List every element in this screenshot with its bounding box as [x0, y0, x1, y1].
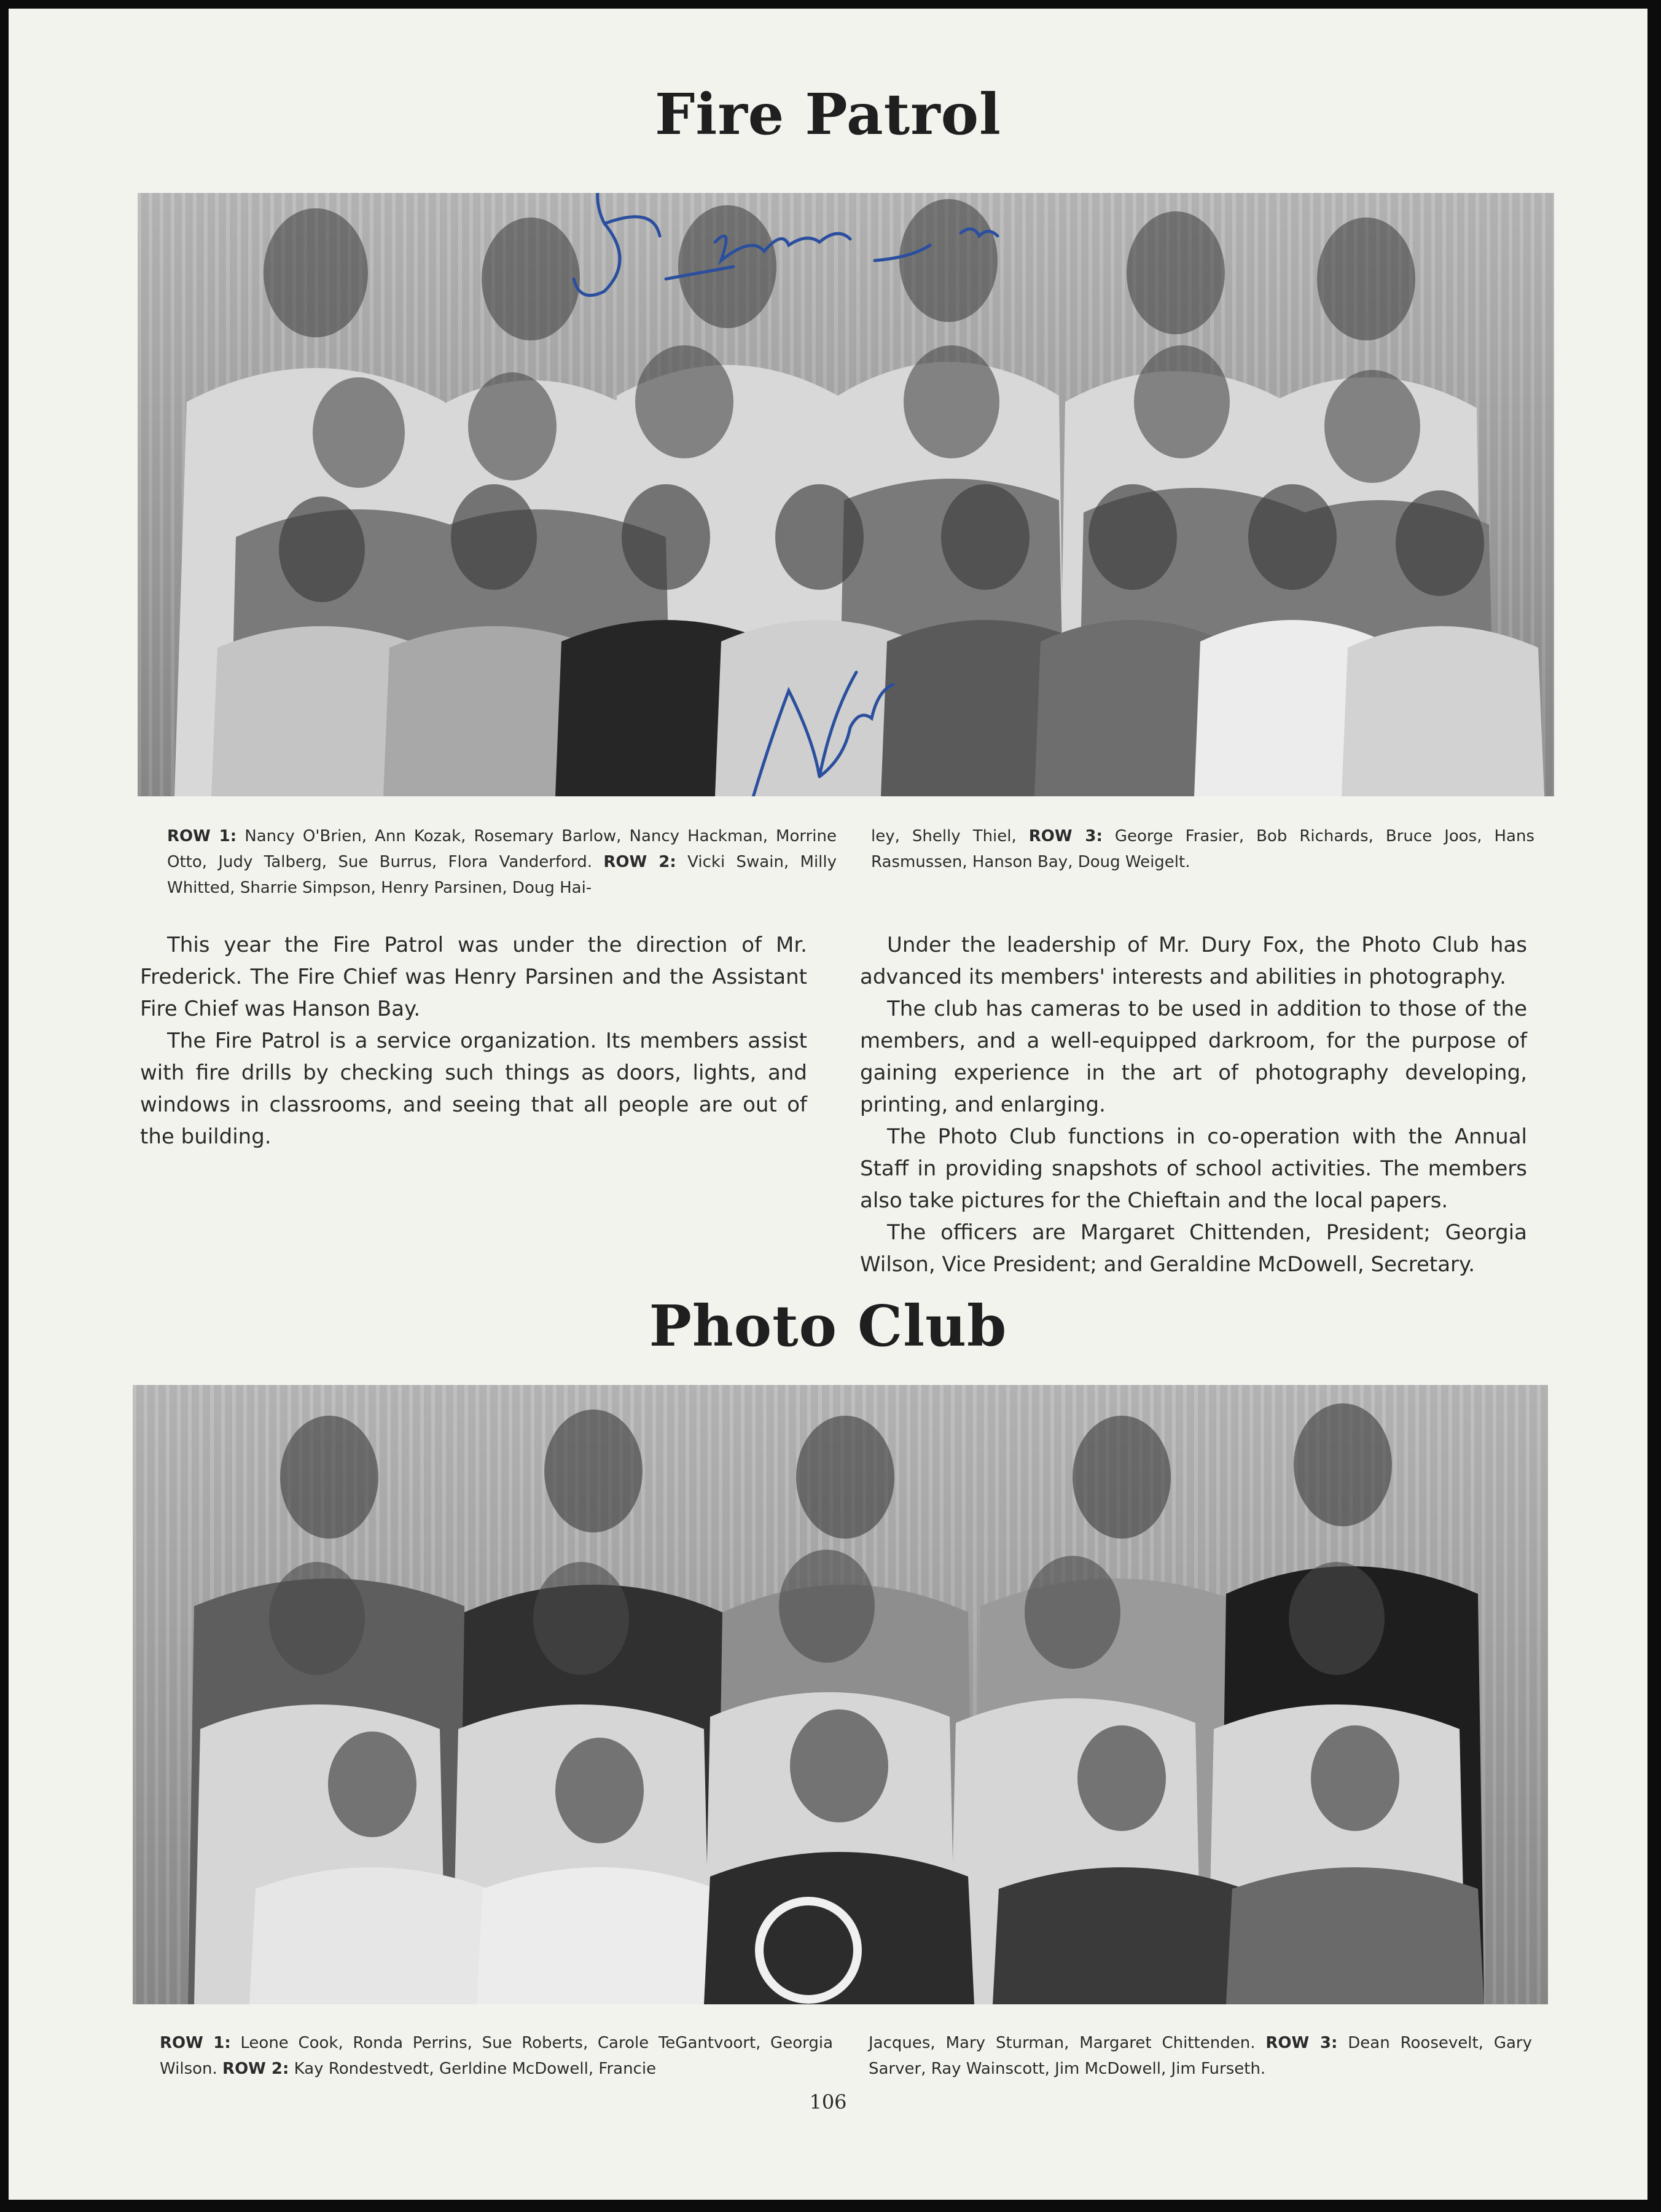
- bruce-joos-signature: [531, 193, 1022, 304]
- fire-patrol-description: [140, 929, 807, 1153]
- fire-patrol-group-photo: [138, 193, 1554, 796]
- photo-club-paragraph: The officers are Margaret Chittenden, President; Georgia Wilson, Vice President; and Geraldine McDowell, Secretary.: [860, 1220, 1527, 1277]
- caption-text: Kay Rondestvedt, Gerldine McDowell, Francie: [289, 2060, 657, 2078]
- photo-club-paragraph: The club has cameras to be used in addition to those of the members, and a well-equipped darkroom, for the purpose of gaining experience in the art of photography developing, printing, and enlarging.: [860, 997, 1527, 1117]
- photo-club-description: [860, 929, 1527, 1281]
- caption-text: Jacques, Mary Sturman, Margaret Chittenden.: [869, 2034, 1266, 2052]
- caption-text: Nancy O'Brien, Ann Kozak, Rosemary Barlow, Nancy Hackman, Morrine Otto, Judy Talberg, Sue Burrus, Flora Vanderford.: [167, 827, 837, 871]
- fire-patrol-paragraph: The Fire Patrol is a service organization. Its members assist with fire drills by checking such things as doors, lights, and windows in classrooms, and seeing that all people are out of the building.: [140, 1029, 807, 1149]
- caption-row-label: ROW 2:: [222, 2060, 289, 2078]
- caption-row-label: ROW 1:: [167, 827, 237, 845]
- nancy-signature: [727, 617, 912, 796]
- photo-club-caption-left: [160, 2030, 833, 2082]
- photo-club-paragraph: Under the leadership of Mr. Dury Fox, the Photo Club has advanced its members' interests and abilities in photography.: [860, 933, 1527, 989]
- photo-club-photo-figures: [133, 1385, 1548, 2004]
- caption-text: Leone Cook, Ronda Perrins, Sue Roberts, Carole TeGantvoort, Georgia Wilson.: [160, 2034, 834, 2078]
- fire-patrol-title: Fire Patrol: [655, 81, 1001, 147]
- caption-row-label: ROW 3:: [1028, 827, 1103, 845]
- caption-text: Dean Roosevelt, Gary Sarver, Ray Wainscott, Jim McDowell, Jim Furseth.: [869, 2034, 1532, 2078]
- photo-club-group-photo: [133, 1385, 1548, 2004]
- caption-text: Vicki Swain, Milly Whitted, Sharrie Simpson, Henry Parsinen, Doug Hai-: [167, 853, 837, 897]
- page-number: 106: [809, 2090, 847, 2114]
- fire-patrol-paragraph: This year the Fire Patrol was under the direction of Mr. Frederick. The Fire Chief was Henry Parsinen and the Assistant Fire Chief was Hanson Bay.: [140, 933, 807, 1021]
- caption-text: ley, Shelly Thiel,: [871, 827, 1029, 845]
- yearbook-page: [9, 9, 1647, 2200]
- photo-club-caption-right: [869, 2030, 1532, 2082]
- fire-patrol-caption-left: [167, 823, 837, 901]
- fire-patrol-caption-right: [871, 823, 1534, 875]
- caption-text: George Frasier, Bob Richards, Bruce Joos, Hans Rasmussen, Hanson Bay, Doug Weigelt.: [871, 827, 1535, 871]
- caption-row-label: ROW 2:: [603, 853, 676, 871]
- photo-club-paragraph: The Photo Club functions in co-operation with the Annual Staff in providing snapshots of school activities. The members also take pictures for the Chieftain and the local papers.: [860, 1124, 1527, 1213]
- photo-club-title: Photo Club: [649, 1293, 1007, 1359]
- caption-row-label: ROW 1:: [160, 2034, 231, 2052]
- caption-row-label: ROW 3:: [1265, 2034, 1338, 2052]
